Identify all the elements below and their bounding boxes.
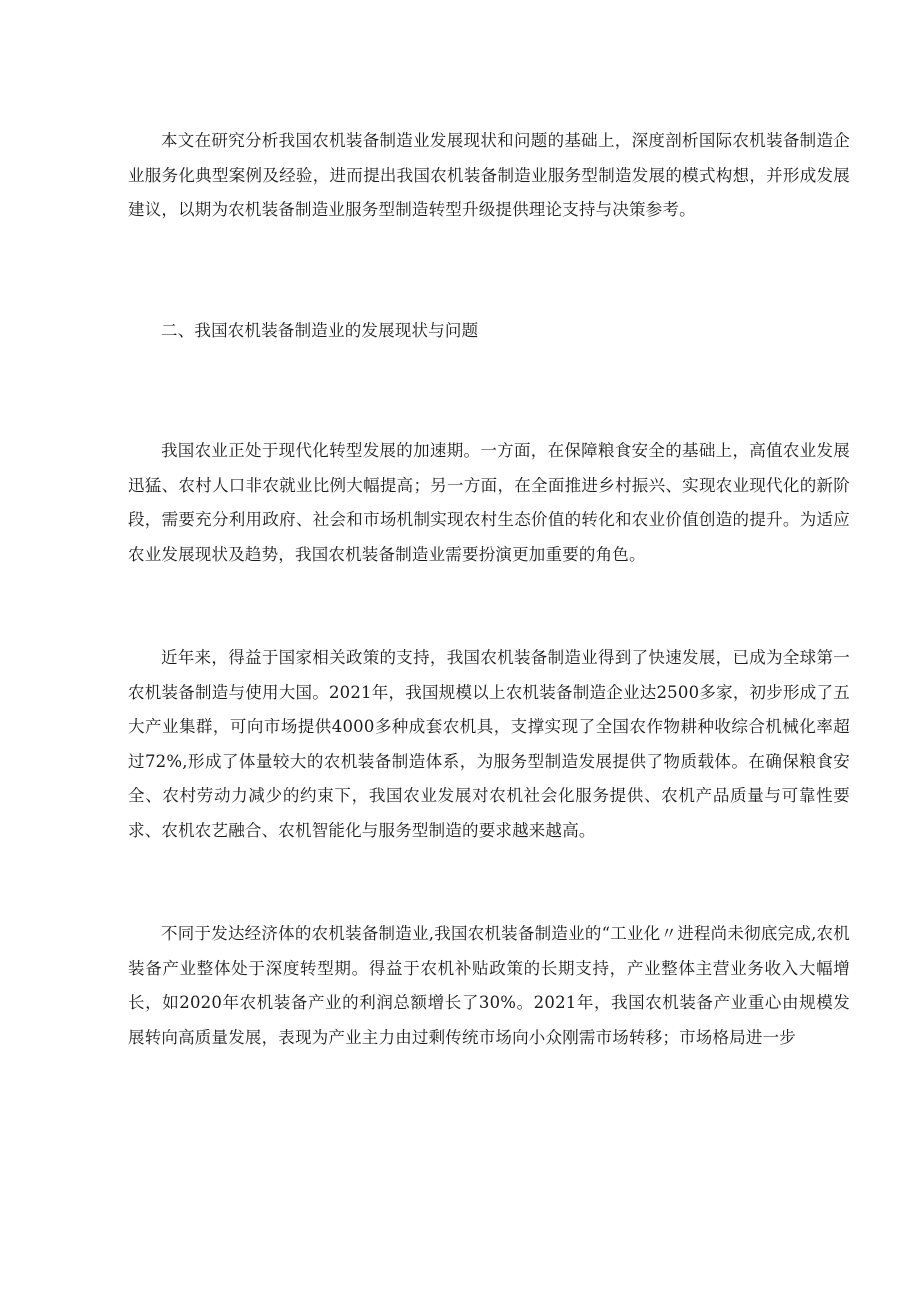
paragraph-recent-development: 近年来，得益于国家相关政策的支持，我国农机装备制造业得到了快速发展，已成为全球第一农机装备制造与使用大国。2021年，我国规模以上农机装备制造企业达2500多家，初步形成了五大产业集群，可向市场提供4000多种成套农机具，支撑实现了全国农作物耕种收综合机械化率超过72%,形成了体量较大的农机装备制造体系，为服务型制造发展提供了物质载体。在确保粮食安全、农村劳动力减少的约束下，我国农业发展对农机社会化服务提供、农机产品质量与可靠性要求、农机农艺融合、农机智能化与服务型制造的要求越来越高。 xyxy=(128,648,850,840)
paragraph-industrialization: 不同于发达经济体的农机装备制造业,我国农机装备制造业的“工业化〃进程尚未彻底完成,农机装备产业整体处于深度转型期。得益于农机补贴政策的长期支持，产业整体主营业务收入大幅增长，如2020年农机装备产业的利润总额增长了30%。2021年，我国农机装备产业重心由规模发展转向高质量发展，表现为产业主力由过剩传统市场向小众刚需市场转移；市场格局进一步 xyxy=(128,924,850,1047)
paragraph-agriculture-status: 我国农业正处于现代化转型发展的加速期。一方面，在保障粮食安全的基础上，高值农业发展迅猛、农村人口非农就业比例大幅提高；另一方面，在全面推进乡村振兴、实现农业现代化的新阶段，需要充分利用政府、社会和市场机制实现农村生态价值的转化和农业价值创造的提升。为适应农业发展现状及趋势，我国农机装备制造业需要扮演更加重要的角色。 xyxy=(128,441,850,564)
paragraph-gap xyxy=(128,348,850,434)
paragraph-gap xyxy=(128,572,850,641)
section-heading: 二、我国农机装备制造业的发展现状与问题 xyxy=(161,320,479,340)
paragraph-gap xyxy=(128,848,850,917)
paragraph-gap xyxy=(128,228,850,314)
document-body xyxy=(128,124,850,1055)
paragraph-intro: 本文在研究分析我国农机装备制造业发展现状和问题的基础上，深度剖析国际农机装备制造企业服务化典型案例及经验，进而提出我国农机装备制造业服务型制造发展的模式构想，并形成发展建议，以期为农机装备制造业服务型制造转型升级提供理论支持与决策参考。 xyxy=(128,131,850,219)
